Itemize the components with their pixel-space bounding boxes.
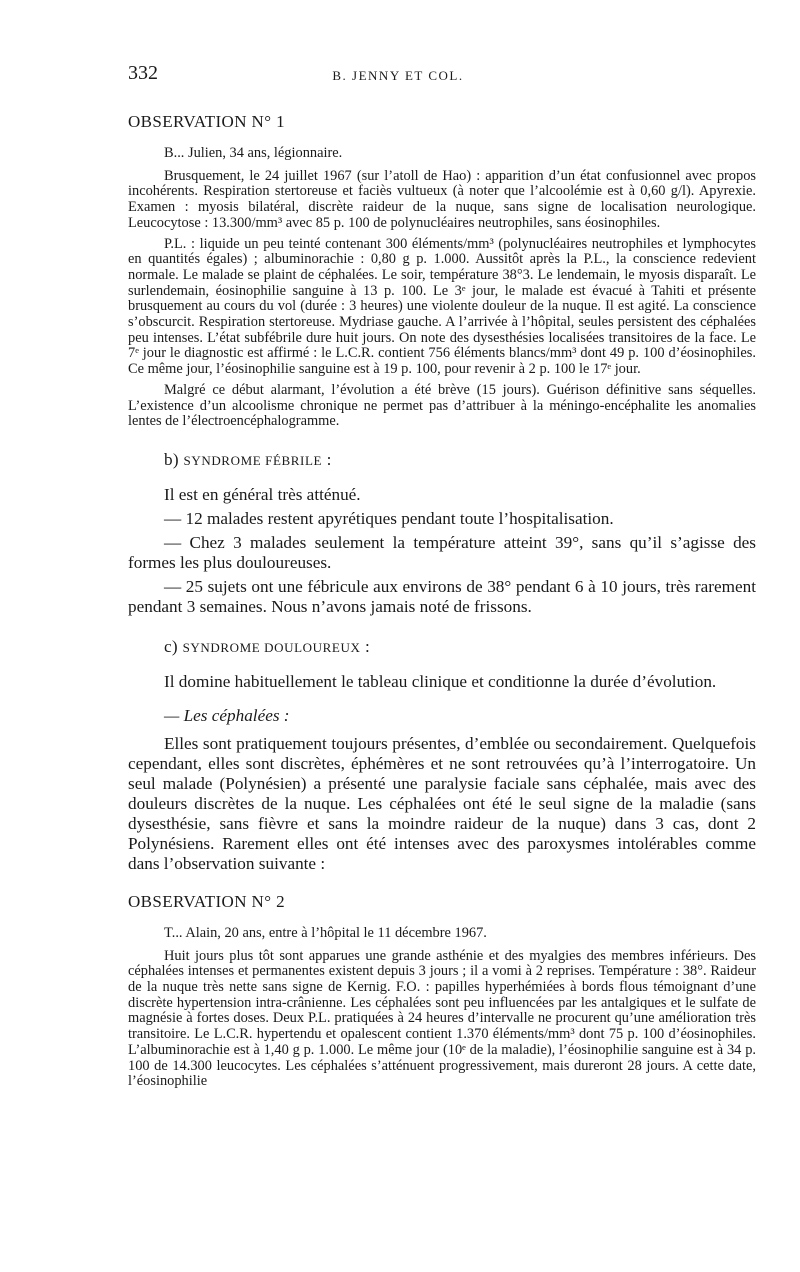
observation-1-paragraph: Malgré ce début alarmant, l’évolution a été brève (15 jours). Guérison définitive sans séquelles. L’existence d’un alcoolisme chronique ne permet pas d’attribuer à la méningo-encéphalite les anomalies lentes de l’électroencéphalogramme.: [128, 381, 756, 430]
section-b-heading: b) SYNDROME FÉBRILE :: [164, 449, 332, 469]
observation-2: [128, 926, 756, 1090]
body-text: [128, 112, 756, 1095]
page-number: 332: [128, 62, 158, 84]
observation-1: [128, 146, 756, 430]
observation-2-paragraph: Huit jours plus tôt sont apparues une grande asthénie et des myalgies des membres inférieurs. Des céphalées intenses et permanentes existent depuis 3 jours ; il a vomi à 2 reprises. Température : 38°. Raideur de la nuque très nette sans signe de Kernig. F.O. : papilles hyperhémiées à bords flous témoignant d’une discrète hypertension intra-crânienne. Les céphalées sont peu influencées par les antalgiques et le sulfate de magnésie à fortes doses. Deux P.L. pratiquées à 24 heures d’intervalle ne procurent qu’une amélioration très transitoire. Le L.C.R. hypertendu et opalescent contient 1.370 éléments/mm³ dont 75 p. 100 d’éosinophiles. L’albuminorachie est à 1,40 g p. 1.000. Le même jour (10ᵉ de la maladie), l’éosinophilie sanguine est à 34 p. 100 de 14.300 leucocytes. Les céphalées s’atténuent progressivement, mais dureront 28 jours. A cette date, l’éosinophilie: [128, 947, 756, 1090]
observation-2-patient: T... Alain, 20 ans, entre à l’hôpital le 11 décembre 1967.: [164, 924, 487, 941]
section-b-paragraph: — 25 sujets ont une fébricule aux environs de 38° pendant 6 à 10 jours, très rarement pendant 3 semaines. Nous n’avons jamais noté de frissons.: [128, 576, 756, 616]
section-c-heading: c) SYNDROME DOULOUREUX :: [164, 636, 371, 656]
section-b-body: [128, 485, 756, 617]
section-b-paragraph: — Chez 3 malades seulement la température atteint 39°, sans qu’il s’agisse des formes les plus douloureuses.: [128, 532, 756, 572]
running-head: B. JENNY ET COL.: [332, 68, 464, 83]
subheading-cephalees: — Les céphalées :: [164, 705, 290, 725]
observation-2-title: OBSERVATION N° 2: [128, 891, 285, 911]
observation-1-paragraph: P.L. : liquide un peu teinté contenant 300 éléments/mm³ (polynucléaires neutrophiles et lymphocytes en quantités égales) ; albuminorachie : 0,80 g p. 1.000. Aussitôt après la P.L., la conscience redevient normale. Le malade se plaint de céphalées. Le soir, température 38°3. Le lendemain, le myosis disparaît. Le surlendemain, éosinophilie sanguine à 13 p. 100. Le 3ᵉ jour, le malade est évacué à Tahiti et présente brusquement au cours du vol (durée : 3 heures) une violente douleur de la nuque. Il est agité. La conscience s’obscurcit. Respiration stertoreuse. Mydriase gauche. A l’arrivée à l’hôpital, seules persistent des céphalées peu intenses. L’état subfébrile dure huit jours. On note des dysesthésies localisées transitoires de la face. Le 7ᵉ jour le diagnostic est affirmé : le L.C.R. contient 756 éléments blancs/mm³ dont 49 p. 100 d’éosinophiles. Ce même jour, l’éosinophilie sanguine est à 19 p. 100, pour revenir à 2 p. 100 le 17ᵉ jour.: [128, 235, 756, 378]
observation-1-title: OBSERVATION N° 1: [128, 112, 285, 131]
section-c-body: [128, 672, 756, 874]
page-header: [128, 62, 668, 90]
section-c-intro: Il domine habituellement le tableau clinique et conditionne la durée d’évolution.: [164, 671, 717, 691]
section-b-paragraph: — 12 malades restent apyrétiques pendant toute l’hospitalisation.: [164, 508, 614, 528]
section-c-paragraph: Elles sont pratiquement toujours présentes, d’emblée ou secondairement. Quelquefois cependant, elles sont discrètes, éphémères et ne sont retrouvées qu’à l’interrogatoire. Un seul malade (Polynésien) a présenté une paralysie faciale sans céphalée, mais avec des douleurs discrètes de la nuque. Les céphalées ont été le seul signe de la maladie (sans dysesthésie, sans fièvre et sans la moindre raideur de la nuque) dans 3 cas, dont 2 Polynésiens. Rarement elles ont été intenses avec des paroxysmes intolérables comme dans l’observation suivante :: [128, 733, 756, 873]
observation-1-patient: B... Julien, 34 ans, légionnaire.: [164, 145, 343, 161]
observation-1-paragraph: Brusquement, le 24 juillet 1967 (sur l’atoll de Hao) : apparition d’un état confusionnel avec propos incohérents. Respiration stertoreuse et faciès vultueux (à noter que l’alcoolémie est à 0,60 g/l). Apyrexie. Examen : myosis bilatéral, discrète raideur de la nuque, sans signe de localisation neurologique. Leucocytose : 13.300/mm³ avec 85 p. 100 de polynucléaires neutrophiles, sans éosinophiles.: [128, 167, 756, 231]
section-b-paragraph: Il est en général très atténué.: [164, 484, 361, 504]
section-c-title: SYNDROME DOULOUREUX: [182, 639, 361, 655]
section-b-title: SYNDROME FÉBRILE: [183, 452, 323, 468]
